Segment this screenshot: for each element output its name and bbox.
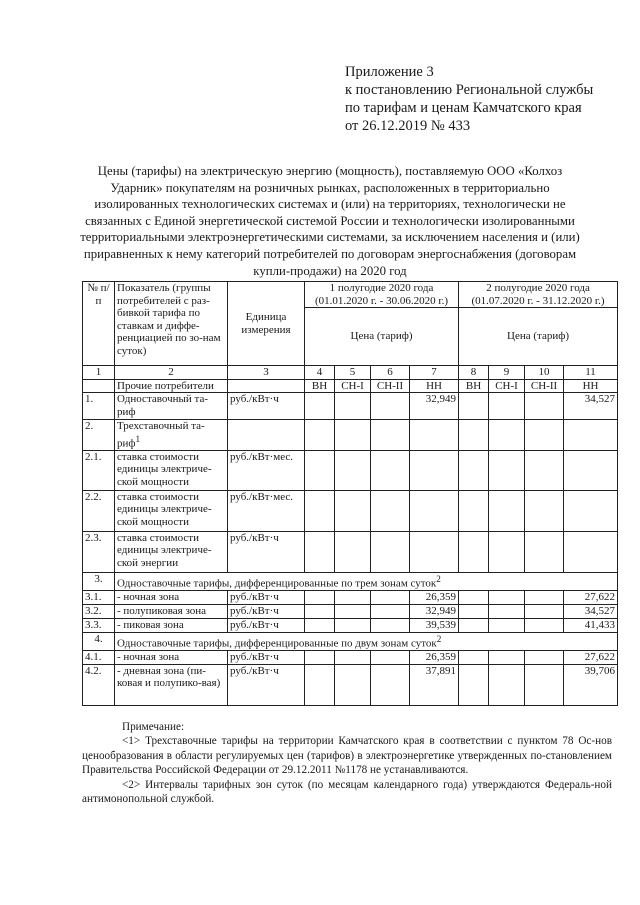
voltage-level: СН-I bbox=[489, 379, 525, 393]
section-num: 3. bbox=[83, 572, 115, 590]
table-row bbox=[83, 531, 618, 572]
header-row-periods bbox=[83, 282, 618, 308]
voltage-level: СН-II bbox=[371, 379, 410, 393]
appendix-line-3: по тарифам и ценам Камчатского края bbox=[345, 100, 582, 116]
row-num: 2.3. bbox=[83, 531, 115, 572]
row-num: 3.3. bbox=[83, 618, 115, 632]
table-row bbox=[83, 664, 618, 705]
title-line-7: купли-продажи) на 2020 год bbox=[253, 263, 407, 278]
table-row bbox=[83, 590, 618, 604]
row-value-h1 bbox=[410, 531, 459, 572]
header-unit: Единица измерения bbox=[228, 282, 305, 366]
col-number: 4 bbox=[305, 366, 335, 380]
row-name: - ночная зона bbox=[115, 590, 228, 604]
row-value-h2 bbox=[564, 420, 618, 451]
row-unit: руб./кВт·ч bbox=[228, 531, 305, 572]
row-name: Трехставочный та-риф$^1$ bbox=[115, 420, 228, 451]
table-row bbox=[83, 490, 618, 531]
header-price-2: Цена (тариф) bbox=[459, 308, 618, 366]
col-number: 1 bbox=[83, 366, 115, 380]
row-value-h2: 39,706 bbox=[564, 664, 618, 705]
voltage-level: НН bbox=[410, 379, 459, 393]
row-num: 4.1. bbox=[83, 650, 115, 664]
appendix-line-1: Приложение 3 bbox=[345, 64, 434, 80]
row-value-h1: 37,891 bbox=[410, 664, 459, 705]
title-line-6: приравненных к нему категорий потребителей по договорам энергоснабжения (договорам bbox=[83, 246, 577, 261]
row-value-h2: 34,527 bbox=[564, 393, 618, 420]
row-value-h2: 27,622 bbox=[564, 650, 618, 664]
col-number: 11 bbox=[564, 366, 618, 380]
row-num: 3.2. bbox=[83, 604, 115, 618]
appendix-line-4: от 26.12.2019 № 433 bbox=[345, 118, 471, 134]
header-price-1: Цена (тариф) bbox=[305, 308, 459, 366]
table-row bbox=[83, 604, 618, 618]
row-num: 1. bbox=[83, 393, 115, 420]
note-2: <2> Интервалы тарифных зон суток (по месяцам календарного года) утверждаются Федераль-ной антимонопольной службой. bbox=[82, 778, 612, 806]
row-unit: руб./кВт·ч bbox=[228, 650, 305, 664]
title-line-5: территориальными электроэнергетическими системами, за исключением населения и (или) bbox=[80, 230, 580, 245]
row-unit: руб./кВт·мес. bbox=[228, 450, 305, 490]
row-name: - пиковая зона bbox=[115, 618, 228, 632]
row-unit: руб./кВт·ч bbox=[228, 393, 305, 420]
appendix-line-2: к постановлению Региональной службы bbox=[345, 82, 594, 98]
row-value-h1 bbox=[410, 450, 459, 490]
title-line-1: Цены (тарифы) на электрическую энергию (мощность), поставляемую ООО «Колхоз bbox=[97, 164, 563, 178]
col-number: 9 bbox=[489, 366, 525, 380]
row-num: 4.2. bbox=[83, 664, 115, 705]
title-line-4: связанных с Единой энергетической системой России и технологически изолированными bbox=[85, 213, 575, 228]
title-line-3: изолированных технологических системах и (или) на территориях, технологически не bbox=[94, 197, 566, 212]
appendix-header bbox=[345, 63, 593, 135]
section-row bbox=[83, 632, 618, 650]
voltage-level: СН-II bbox=[525, 379, 564, 393]
row-value-h2: 34,527 bbox=[564, 604, 618, 618]
footnote-ref: 1 bbox=[135, 433, 141, 444]
notes bbox=[82, 720, 612, 806]
table-row bbox=[83, 450, 618, 490]
note-1: <1> Трехставочные тарифы на территории Камчатского края в соответствии с пунктом 78 Ос-нов ценообразования в области регулируемых цен (тарифов) в электроэнергетике утвержденных по-становлением Правительства Российской Федерации от 29.12.2011 №1178 не устанавливаются. bbox=[82, 735, 612, 777]
footnote-ref: 2 bbox=[436, 573, 441, 584]
header-half-year-2: 2 полугодие 2020 года (01.07.2020 г. - 31.12.2020 г.) bbox=[459, 282, 618, 308]
row-value-h2 bbox=[564, 450, 618, 490]
row-name: - полупиковая зона bbox=[115, 604, 228, 618]
col-number: 6 bbox=[371, 366, 410, 380]
row-value-h1 bbox=[410, 420, 459, 451]
tariff-table bbox=[82, 281, 618, 706]
row-name: - ночная зона bbox=[115, 650, 228, 664]
row-value-h2 bbox=[564, 490, 618, 531]
row-value-h1: 26,359 bbox=[410, 650, 459, 664]
row-value-h2: 27,622 bbox=[564, 590, 618, 604]
col-number: 8 bbox=[459, 366, 489, 380]
row-num: 3.1. bbox=[83, 590, 115, 604]
col-number: 3 bbox=[228, 366, 305, 380]
column-number-row bbox=[83, 366, 618, 380]
document-title bbox=[80, 163, 580, 279]
row-name: ставка стоимости единицы электриче-ской мощности bbox=[115, 490, 228, 531]
col-number: 10 bbox=[525, 366, 564, 380]
row-num: 2.1. bbox=[83, 450, 115, 490]
section-row bbox=[83, 572, 618, 590]
row-unit: руб./кВт·ч bbox=[228, 604, 305, 618]
section-num: 4. bbox=[83, 632, 115, 650]
table-row bbox=[83, 618, 618, 632]
row-value-h2: 41,433 bbox=[564, 618, 618, 632]
row-unit: руб./кВт·мес. bbox=[228, 490, 305, 531]
row-name: - дневная зона (пи-ковая и полупико-вая) bbox=[115, 664, 228, 705]
row-unit: руб./кВт·ч bbox=[228, 590, 305, 604]
table-row bbox=[83, 650, 618, 664]
voltage-level: ВН bbox=[305, 379, 335, 393]
row-value-h1: 39,539 bbox=[410, 618, 459, 632]
voltage-level: НН bbox=[564, 379, 618, 393]
row-name: ставка стоимости единицы электриче-ской энергии bbox=[115, 531, 228, 572]
row-value-h1: 32,949 bbox=[410, 604, 459, 618]
col-number: 2 bbox=[115, 366, 228, 380]
row-unit: руб./кВт·ч bbox=[228, 664, 305, 705]
voltage-level: СН-I bbox=[335, 379, 371, 393]
section-title: Одноставочные тарифы, дифференцированные по трем зонам суток$^2$ bbox=[115, 572, 618, 590]
other-consumers-label: Прочие потребители bbox=[115, 379, 228, 393]
row-unit: руб./кВт·ч bbox=[228, 618, 305, 632]
row-value-h1: 32,949 bbox=[410, 393, 459, 420]
voltage-level-row bbox=[83, 379, 618, 393]
header-num: № п/п bbox=[83, 282, 115, 366]
col-number: 5 bbox=[335, 366, 371, 380]
row-name: ставка стоимости единицы электриче-ской мощности bbox=[115, 450, 228, 490]
notes-heading: Примечание: bbox=[122, 721, 185, 733]
table-row bbox=[83, 420, 618, 451]
table-row bbox=[83, 393, 618, 420]
row-num: 2.2. bbox=[83, 490, 115, 531]
row-value-h1 bbox=[410, 490, 459, 531]
title-line-2: Ударник» покупателям на розничных рынках, расположенных в территориально bbox=[110, 180, 550, 195]
header-half-year-1: 1 полугодие 2020 года (01.01.2020 г. - 30.06.2020 г.) bbox=[305, 282, 459, 308]
row-unit bbox=[228, 420, 305, 451]
row-value-h1: 26,359 bbox=[410, 590, 459, 604]
footnote-ref: 2 bbox=[436, 633, 442, 644]
col-number: 7 bbox=[410, 366, 459, 380]
row-name: Одноставочный та-риф bbox=[115, 393, 228, 420]
voltage-level: ВН bbox=[459, 379, 489, 393]
header-indicator: Показатель (группы потребителей с раз-бивкой тарифа по ставкам и диффе-ренциацией по зо-нам суток) bbox=[115, 282, 228, 366]
row-num: 2. bbox=[83, 420, 115, 451]
row-value-h2 bbox=[564, 531, 618, 572]
section-title: Одноставочные тарифы, дифференцированные по двум зонам суток$^2$ bbox=[115, 632, 618, 650]
